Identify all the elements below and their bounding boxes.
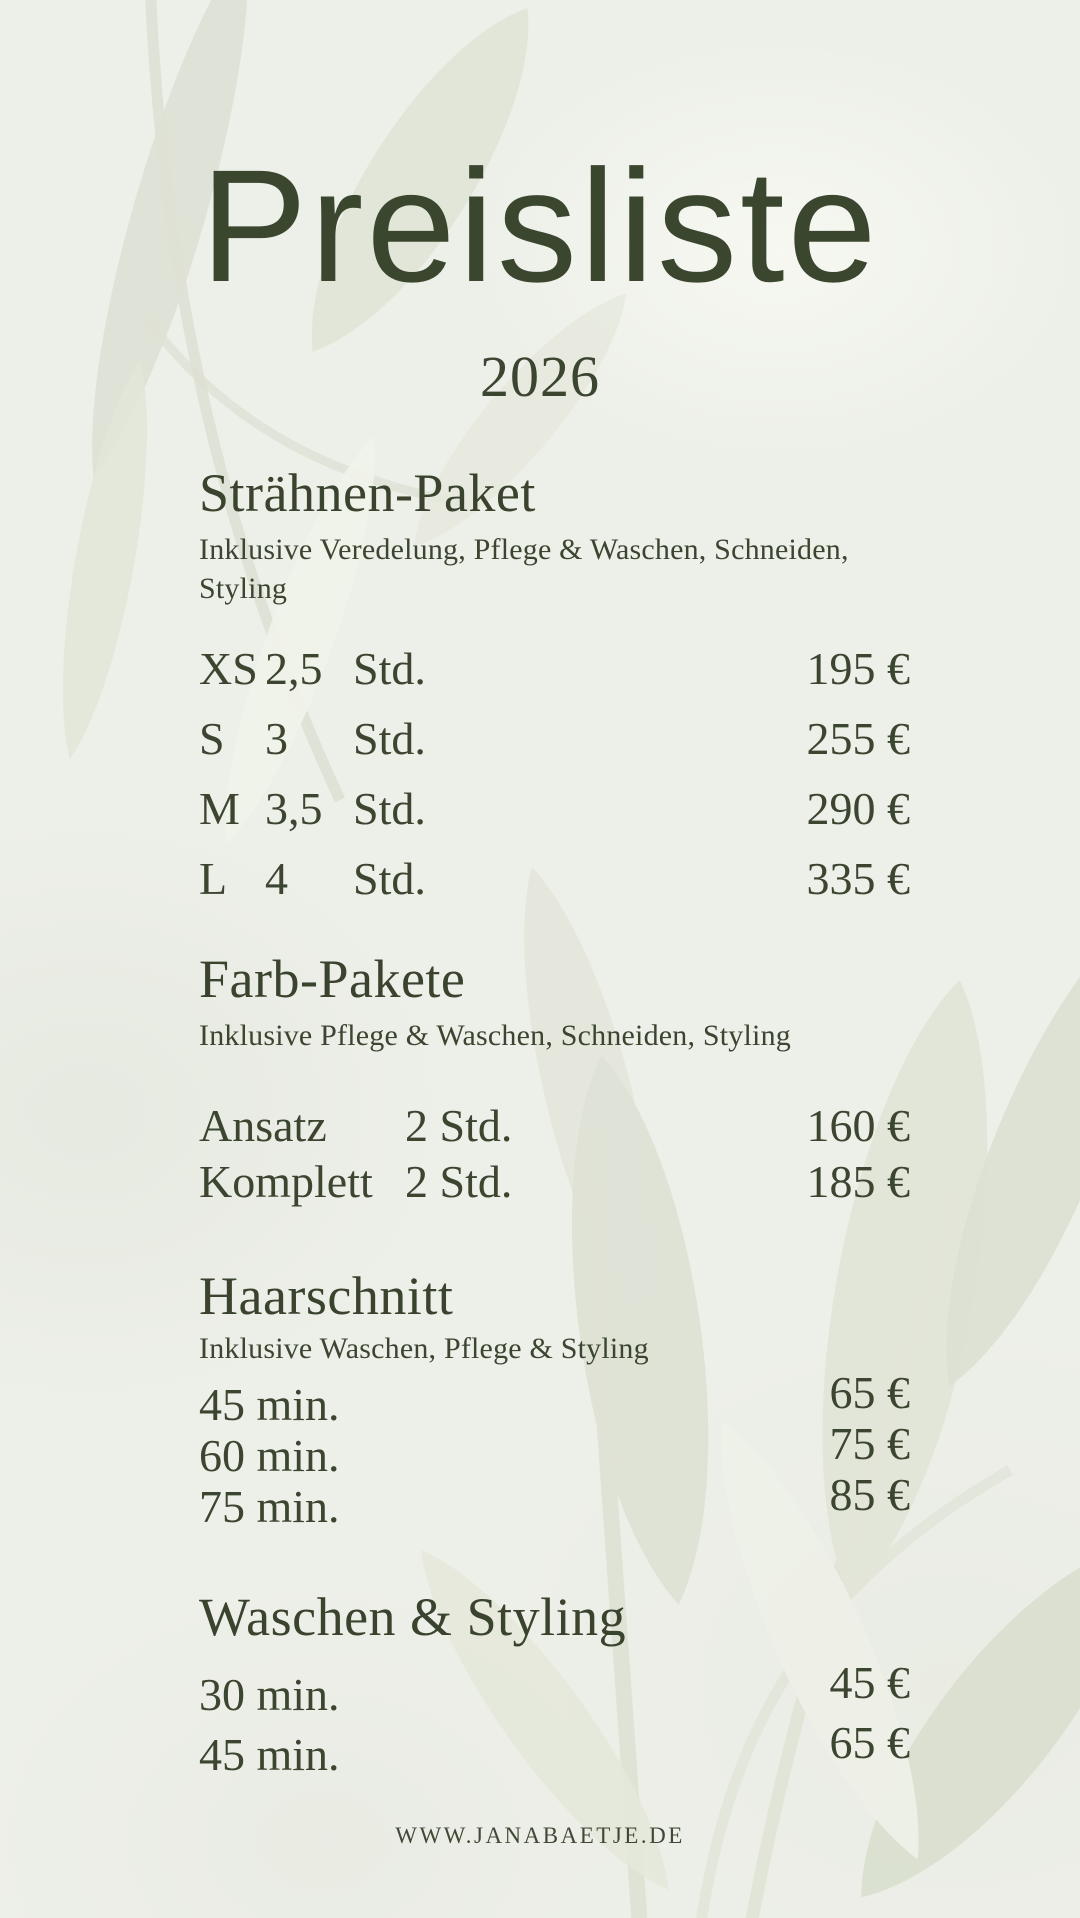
item-duration: 2 Std. <box>405 1156 513 1208</box>
section-title: Haarschnitt <box>199 1266 454 1327</box>
item-duration: 3,5 <box>265 783 323 835</box>
section-subtitle: Inklusive Veredelung, Pflege & Waschen, Schneiden, Styling <box>199 533 849 606</box>
section-farb-pakete <box>199 948 910 1208</box>
price-row <box>199 643 910 695</box>
price-row <box>199 1418 910 1482</box>
item-duration: 3 <box>265 713 288 765</box>
price-rows <box>199 1657 910 1781</box>
price-row <box>199 1717 910 1781</box>
item-label: Komplett <box>199 1156 373 1208</box>
page-title: Preisliste <box>200 136 880 315</box>
price-row <box>199 1469 910 1533</box>
item-label: 30 min. <box>199 1669 340 1721</box>
item-label: 45 min. <box>199 1729 340 1781</box>
item-price: 185 € <box>806 1156 910 1208</box>
item-duration: 2 Std. <box>405 1100 513 1152</box>
item-label: 60 min. <box>199 1430 340 1482</box>
section-title: Waschen & Styling <box>199 1587 627 1648</box>
item-label: Ansatz <box>199 1100 327 1152</box>
item-price: 45 € <box>829 1657 910 1709</box>
item-duration: 2,5 <box>265 643 323 695</box>
item-price: 290 € <box>806 783 910 835</box>
item-price: 335 € <box>806 853 910 905</box>
price-row <box>199 713 910 765</box>
section-title: Farb-Pakete <box>199 949 466 1010</box>
price-row <box>199 1100 910 1152</box>
section-waschen-styling <box>199 1586 910 1781</box>
price-rows <box>199 1100 910 1208</box>
item-unit: Std. <box>353 643 426 695</box>
item-size: M <box>199 783 240 835</box>
item-price: 160 € <box>806 1100 910 1152</box>
section-haarschnitt <box>199 1265 910 1533</box>
item-unit: Std. <box>353 713 426 765</box>
price-row <box>199 1367 910 1431</box>
item-price: 65 € <box>829 1367 910 1419</box>
item-duration: 4 <box>265 853 288 905</box>
price-row <box>199 1657 910 1721</box>
website-url: WWW.JANABAETJE.DE <box>395 1823 685 1849</box>
item-size: S <box>199 713 225 765</box>
item-label: 45 min. <box>199 1379 340 1431</box>
item-unit: Std. <box>353 853 426 905</box>
item-price: 75 € <box>829 1418 910 1470</box>
item-size: XS <box>199 643 258 695</box>
section-subtitle: Inklusive Pflege & Waschen, Schneiden, Styling <box>199 1019 791 1053</box>
price-rows <box>199 643 910 905</box>
price-row <box>199 853 910 905</box>
item-size: L <box>199 853 228 905</box>
item-price: 195 € <box>806 643 910 695</box>
price-rows <box>199 1367 910 1533</box>
section-straehnen-paket <box>199 462 910 905</box>
item-unit: Std. <box>353 783 426 835</box>
sections-column <box>199 462 910 1781</box>
item-price: 85 € <box>829 1469 910 1521</box>
price-row <box>199 1156 910 1208</box>
year-label: 2026 <box>480 344 600 409</box>
price-row <box>199 783 910 835</box>
section-subtitle: Inklusive Waschen, Pflege & Styling <box>199 1332 649 1366</box>
item-price: 65 € <box>829 1717 910 1769</box>
item-label: 75 min. <box>199 1481 340 1533</box>
section-title: Strähnen-Paket <box>199 463 536 523</box>
item-price: 255 € <box>806 713 910 765</box>
